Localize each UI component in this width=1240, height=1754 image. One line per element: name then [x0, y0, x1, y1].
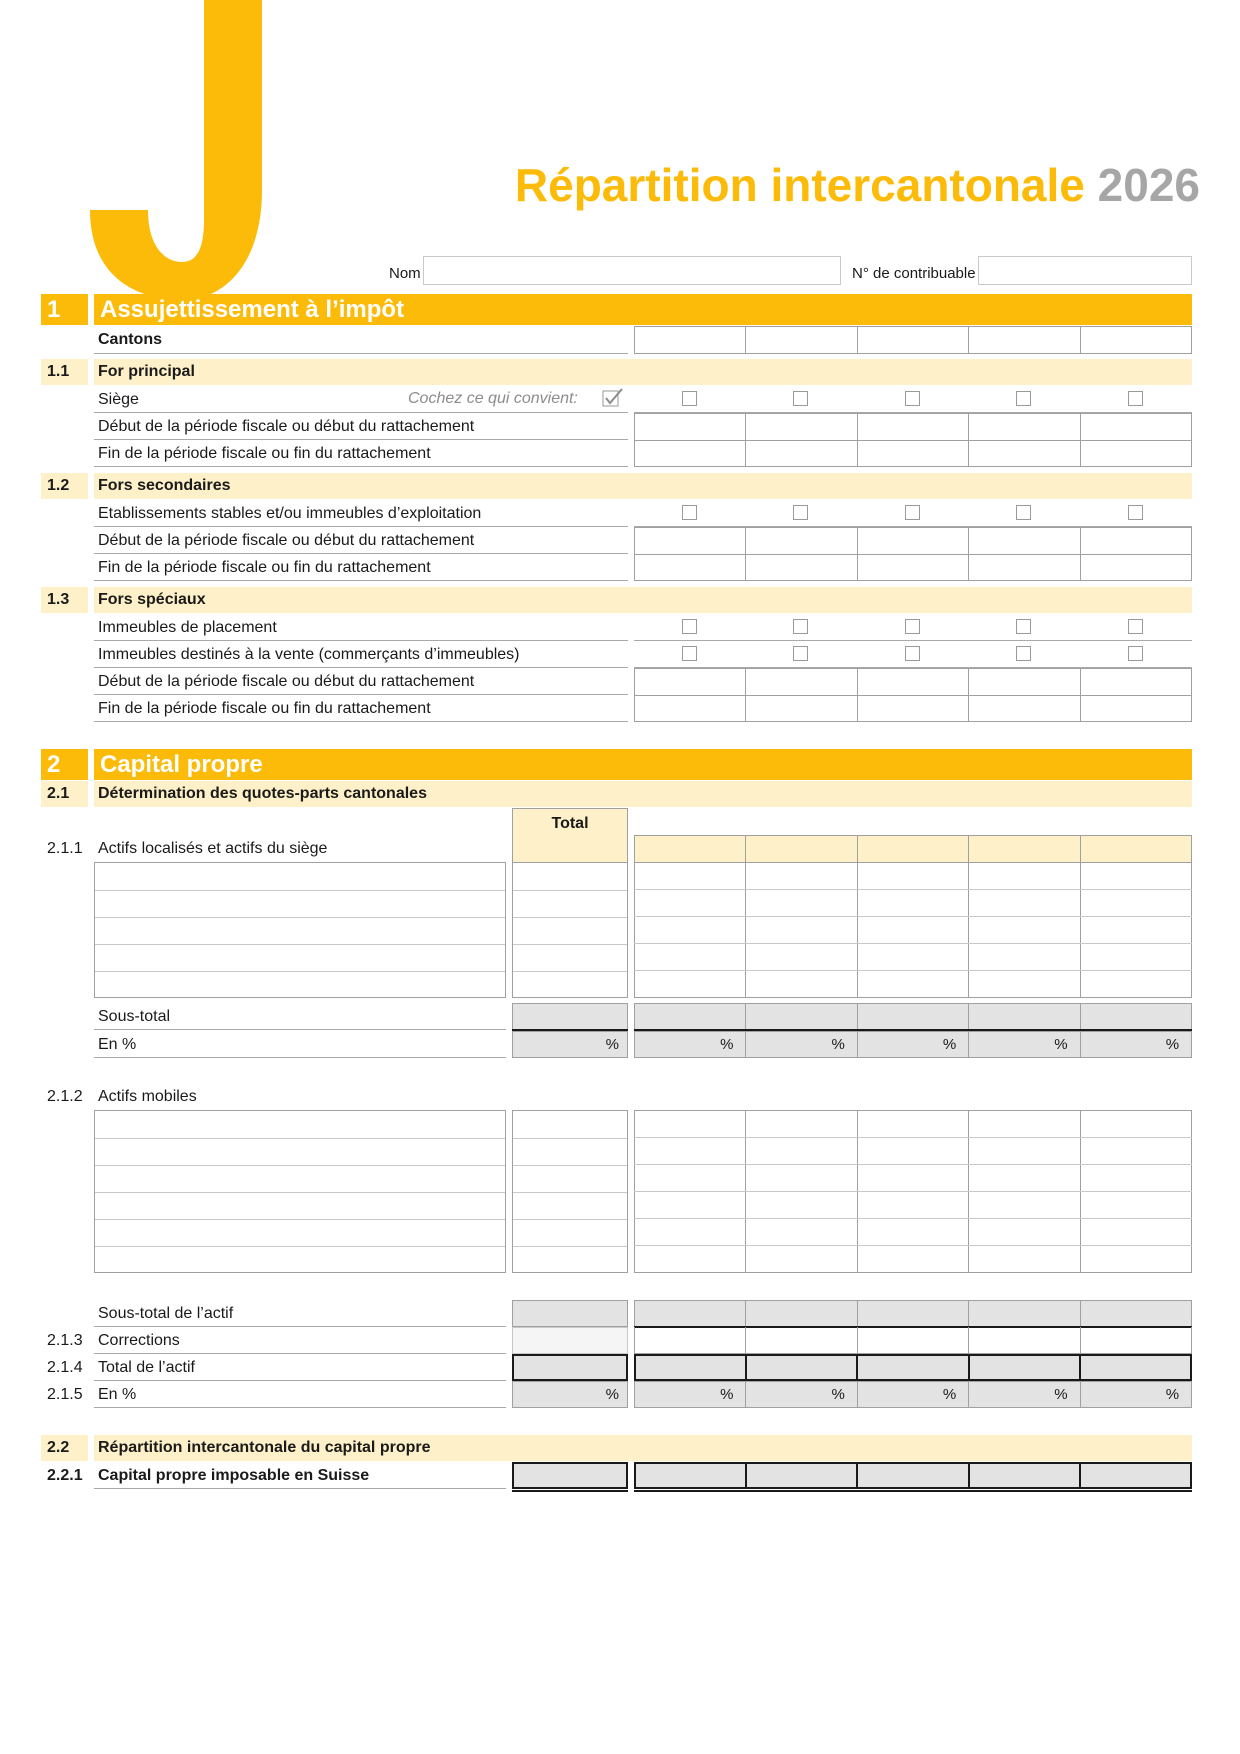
- pct-cell: %: [720, 1036, 734, 1053]
- pct-cell: %: [968, 1382, 1079, 1407]
- page-title: [515, 158, 1200, 212]
- en-pct-2-label: En %: [94, 1381, 506, 1408]
- logo-j: [86, 0, 296, 300]
- pct-cell: %: [968, 1032, 1079, 1057]
- placement-label: Immeubles de placement: [94, 614, 628, 641]
- siege-checkbox-1[interactable]: [682, 391, 697, 406]
- placement-checkbox-2[interactable]: [793, 619, 808, 634]
- total-actif-total: [512, 1354, 628, 1381]
- vente-checkbox-1[interactable]: [682, 646, 697, 661]
- sub-2-2-number: 2.2: [41, 1435, 88, 1461]
- sous-total-label: Sous-total: [94, 1003, 506, 1030]
- checkmark-icon: [602, 387, 624, 407]
- capital-imposable-total: [512, 1462, 628, 1489]
- debut-label: Début de la période fiscale ou début du rattachement: [94, 413, 628, 440]
- siege-label: Siège: [94, 386, 628, 413]
- en-pct-2-total: %: [512, 1381, 628, 1408]
- total-actif-cantons: [634, 1354, 1192, 1381]
- sub-2-2-title: Répartition intercantonale du capital propre: [94, 1435, 1192, 1461]
- sous-total-actif-label: Sous-total de l’actif: [94, 1300, 506, 1327]
- vente-checkbox-2[interactable]: [793, 646, 808, 661]
- section-2-number: 2: [41, 749, 88, 780]
- etab-checkbox-3[interactable]: [905, 505, 920, 520]
- section-1-number: 1: [41, 294, 88, 325]
- cantons-label: Cantons: [94, 326, 628, 354]
- en-pct-2-cantons: [634, 1381, 1192, 1408]
- fin-label: Fin de la période fiscale ou fin du rattachement: [94, 554, 628, 581]
- localized-assets-descriptions[interactable]: [94, 862, 506, 998]
- sub-1-1-number: 1.1: [41, 359, 88, 385]
- en-pct-label: En %: [94, 1031, 506, 1058]
- siege-checkbox-3[interactable]: [905, 391, 920, 406]
- sub-1-2-title: Fors secondaires: [94, 473, 1192, 499]
- sous-total-actif-cantons: [634, 1300, 1192, 1327]
- corrections-label: Corrections: [94, 1327, 506, 1354]
- row-2-1-4-number: 2.1.4: [47, 1359, 83, 1376]
- canton-cell[interactable]: [857, 327, 968, 353]
- placement-checkbox-1[interactable]: [682, 619, 697, 634]
- name-label: Nom: [389, 265, 421, 282]
- row-2-1-3-number: 2.1.3: [47, 1332, 83, 1349]
- section-2-title: Capital propre: [94, 749, 1192, 780]
- etab-checkbox-4[interactable]: [1016, 505, 1031, 520]
- title-year: 2026: [1097, 159, 1200, 211]
- placement-checkbox-4[interactable]: [1016, 619, 1031, 634]
- vente-checkbox-4[interactable]: [1016, 646, 1031, 661]
- row-2-2-1-number: 2.2.1: [47, 1467, 83, 1484]
- canton-cell[interactable]: [745, 327, 856, 353]
- row-2-1-1-number: 2.1.1: [47, 840, 83, 857]
- sub-2-1-number: 2.1: [41, 781, 88, 807]
- localized-assets-total[interactable]: [512, 862, 628, 998]
- en-pct-total: %: [512, 1031, 628, 1058]
- check-note: Cochez ce qui convient:: [408, 390, 578, 407]
- pct-cell: %: [857, 1032, 968, 1057]
- vente-checkbox-5[interactable]: [1128, 646, 1143, 661]
- canton-cell[interactable]: [635, 327, 745, 353]
- row-2-1-2-label: Actifs mobiles: [98, 1088, 197, 1105]
- siege-checkbox-2[interactable]: [793, 391, 808, 406]
- debut-label: Début de la période fiscale ou début du rattachement: [94, 668, 628, 695]
- sub-2-1-title: Détermination des quotes-parts cantonales: [94, 781, 1192, 807]
- pct-cell: %: [720, 1386, 734, 1403]
- name-field[interactable]: [423, 256, 841, 285]
- fin-label: Fin de la période fiscale ou fin du rattachement: [94, 695, 628, 722]
- sous-total-cantons: [634, 1003, 1192, 1030]
- vente-label: Immeubles destinés à la vente (commerçants d’immeubles): [94, 641, 628, 668]
- debut-label: Début de la période fiscale ou début du rattachement: [94, 527, 628, 554]
- title-main: Répartition intercantonale: [514, 159, 1085, 211]
- sub-1-1-title: For principal: [94, 359, 1192, 385]
- etab-checkbox-2[interactable]: [793, 505, 808, 520]
- pct-cell: %: [1080, 1382, 1191, 1407]
- localized-assets-cantons[interactable]: [634, 862, 1192, 998]
- taxpayer-label: N° de contribuable: [852, 265, 976, 282]
- canton-cell[interactable]: [1080, 327, 1191, 353]
- capital-imposable-label: Capital propre imposable en Suisse: [94, 1462, 506, 1489]
- corrections-cantons[interactable]: [634, 1327, 1192, 1354]
- fin-label: Fin de la période fiscale ou fin du rattachement: [94, 440, 628, 467]
- taxpayer-field[interactable]: [978, 256, 1192, 285]
- etab-checkbox-1[interactable]: [682, 505, 697, 520]
- sub-1-3-number: 1.3: [41, 587, 88, 613]
- etab-checkbox-5[interactable]: [1128, 505, 1143, 520]
- canton-header-row: [634, 835, 1192, 862]
- sous-total-actif-total: [512, 1300, 628, 1327]
- en-pct-cantons: [634, 1031, 1192, 1058]
- mobile-assets-descriptions[interactable]: [94, 1110, 506, 1273]
- row-2-1-2-number: 2.1.2: [47, 1088, 83, 1105]
- placement-checkbox-3[interactable]: [905, 619, 920, 634]
- siege-checkbox-5[interactable]: [1128, 391, 1143, 406]
- capital-imposable-cantons: [634, 1462, 1192, 1489]
- sous-total-total: [512, 1003, 628, 1030]
- section-1-title: Assujettissement à l’impôt: [94, 294, 1192, 325]
- vente-checkbox-3[interactable]: [905, 646, 920, 661]
- pct-cell: %: [1080, 1032, 1191, 1057]
- mobile-assets-total[interactable]: [512, 1110, 628, 1273]
- sub-1-2-number: 1.2: [41, 473, 88, 499]
- pct-cell: %: [857, 1382, 968, 1407]
- sub-1-3-title: Fors spéciaux: [94, 587, 1192, 613]
- pct-cell: %: [745, 1032, 856, 1057]
- canton-cell[interactable]: [968, 327, 1079, 353]
- row-2-1-5-number: 2.1.5: [47, 1386, 83, 1403]
- etablissements-label: Etablissements stables et/ou immeubles d’exploitation: [94, 500, 628, 527]
- row-2-1-1-label: Actifs localisés et actifs du siège: [98, 840, 328, 857]
- total-header: Total: [512, 808, 628, 862]
- siege-checkbox-4[interactable]: [1016, 391, 1031, 406]
- total-actif-label: Total de l’actif: [94, 1354, 506, 1381]
- cantons-grid[interactable]: [634, 326, 1192, 354]
- pct-cell: %: [745, 1382, 856, 1407]
- corrections-total[interactable]: [512, 1327, 628, 1354]
- placement-checkbox-5[interactable]: [1128, 619, 1143, 634]
